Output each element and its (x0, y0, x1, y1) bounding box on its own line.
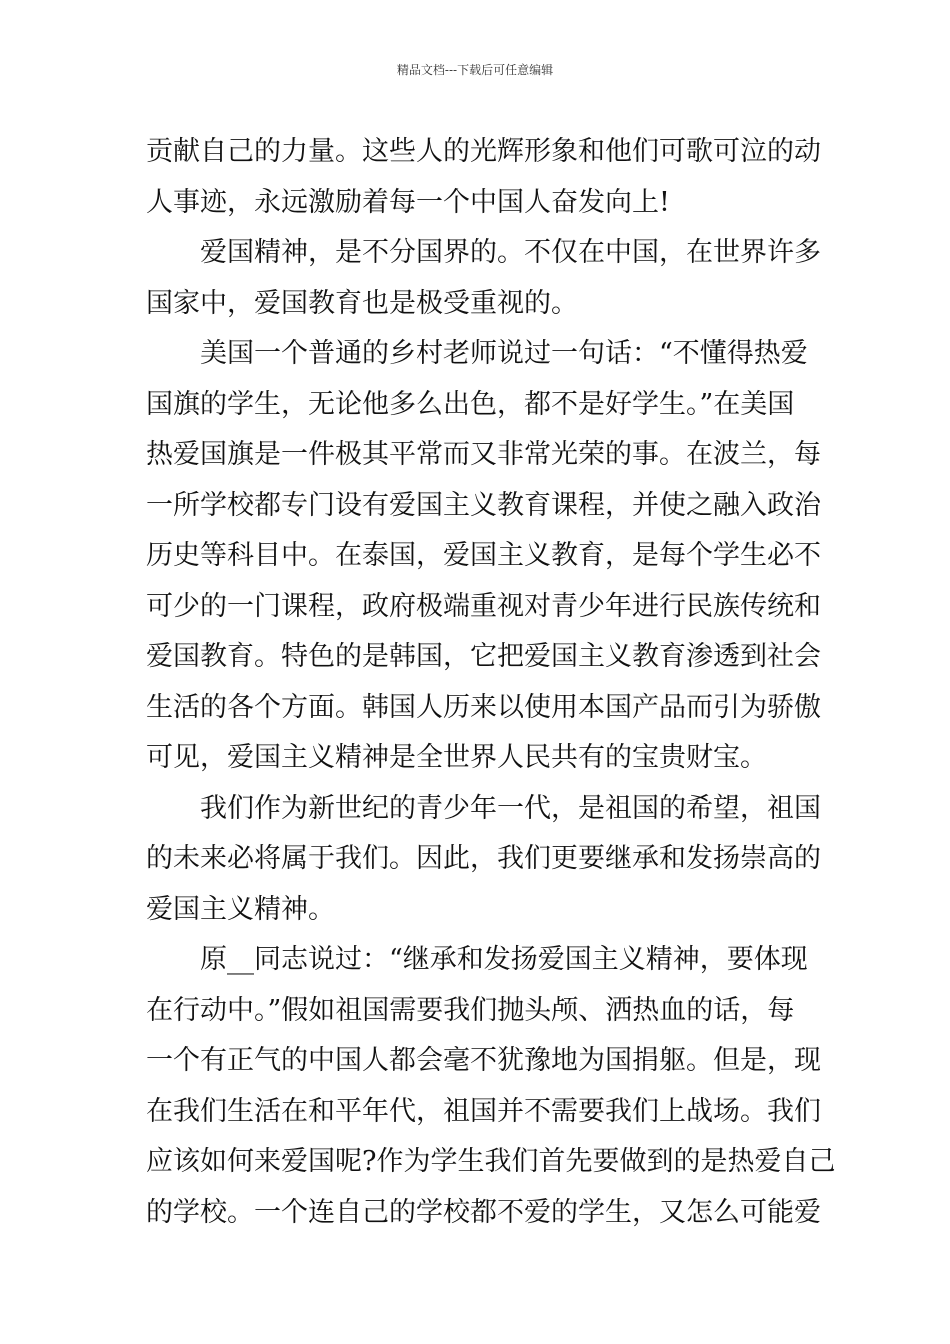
text-line: 美国一个普通的乡村老师说过一句话：“不懂得热爱 (200, 338, 808, 369)
text-line: 的学校。一个连自己的学校都不爱的学生，又怎么可能爱 (146, 1196, 821, 1228)
text-line: 可少的一门课程，政府极端重视对青少年进行民族传统和 (146, 590, 821, 622)
text-line: 贡献自己的力量。这些人的光辉形象和他们可歌可泣的动 (146, 136, 821, 167)
text-line: 一个有正气的中国人都会毫不犹豫地为国捐躯。但是，现 (146, 1045, 821, 1076)
text-line: 我们作为新世纪的青少年一代，是祖国的希望，祖国 (200, 792, 821, 824)
text-line: 在我们生活在和平年代，祖国并不需要我们上战场。我们 (146, 1095, 821, 1127)
document-body (146, 127, 836, 1238)
text-line: 一所学校都专门设有爱国主义教育课程，并使之融入政治 (146, 489, 821, 521)
page-header: 精品文档---下载后可任意编辑 (396, 63, 554, 77)
text-line: 应该如何来爱国呢?作为学生我们首先要做到的是热爱自己 (146, 1146, 836, 1177)
text-line: 生活的各个方面。韩国人历来以使用本国产品而引为骄傲 (146, 691, 821, 723)
text-line: 国家中，爱国教育也是极受重视的。 (146, 287, 578, 319)
text-line: 历史等科目中。在泰国，爱国主义教育，是每个学生必不 (146, 540, 821, 571)
text-line: 热爱国旗是一件极其平常而又非常光荣的事。在波兰，每 (146, 439, 821, 470)
text-line: 的未来必将属于我们。因此，我们更要继承和发扬崇高的 (146, 843, 821, 874)
text-line: 可见，爱国主义精神是全世界人民共有的宝贵财宝。 (146, 742, 767, 773)
text-line: 爱国精神，是不分国界的。不仅在中国，在世界许多 (200, 237, 821, 268)
text-line: 在行动中。”假如祖国需要我们抛头颅、洒热血的话，每 (146, 994, 795, 1026)
text-line: 爱国教育。特色的是韩国，它把爱国主义教育渗透到社会 (146, 641, 821, 672)
text-line: 国旗的学生，无论他多么出色，都不是好学生。”在美国 (146, 388, 795, 420)
text-line: 人事迹，永远激励着每一个中国人奋发向上! (146, 186, 670, 218)
text-line: 爱国主义精神。 (146, 893, 335, 925)
text-line: 原__同志说过：“继承和发扬爱国主义精神，要体现 (200, 944, 808, 975)
